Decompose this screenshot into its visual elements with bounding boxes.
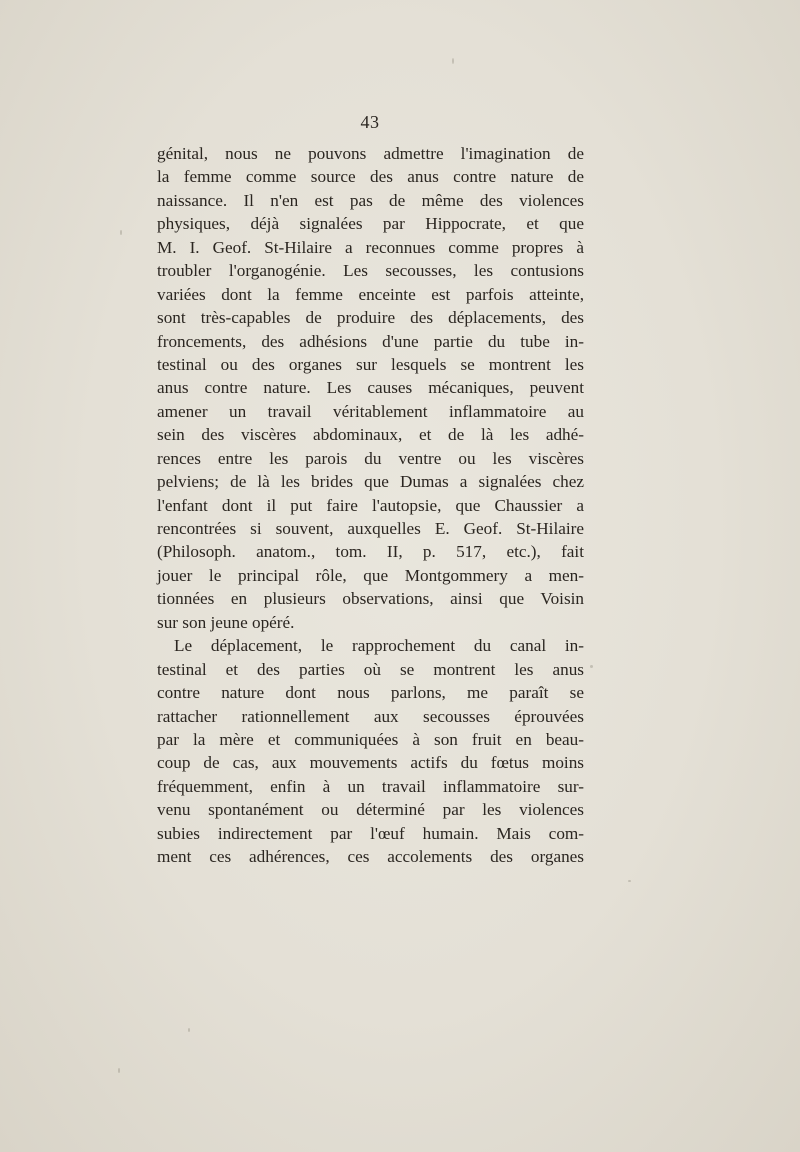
body-text	[157, 142, 584, 869]
text-line: physiques, déjà signalées par Hippocrate, et que	[157, 214, 584, 234]
paper-speck	[118, 1068, 120, 1073]
text-line: fréquemment, enfin à un travail inflammatoire sur-	[157, 776, 584, 796]
text-line: sont très-capables de produire des déplacements, des	[157, 308, 584, 328]
paper-speck	[120, 230, 122, 235]
text-line: rencontrées si souvent, auxquelles E. Geof. St-Hilaire	[157, 519, 584, 538]
text-line: sur son jeune opéré.	[157, 612, 295, 632]
text-line: par la mère et communiquées à son fruit en beau-	[157, 729, 584, 749]
text-line: amener un travail véritablement inflammatoire au	[157, 401, 584, 421]
text-line: ment ces adhérences, ces accolements des organes	[157, 847, 584, 867]
text-line: tionnées en plusieurs observations, ainsi que Voisin	[157, 589, 584, 609]
text-line: (Philosoph. anatom., tom. II, p. 517, etc.), fait	[157, 542, 584, 562]
text-line: la femme comme source des anus contre nature de	[157, 167, 584, 187]
text-line: rattacher rationnellement aux secousses éprouvées	[157, 706, 584, 726]
text-line: coup de cas, aux mouvements actifs du fœtus moins	[157, 753, 584, 773]
text-line: rences entre les parois du ventre ou les viscères	[157, 448, 584, 468]
text-line: anus contre nature. Les causes mécaniques, peuvent	[157, 378, 584, 398]
paper-speck	[590, 665, 593, 668]
text-line: froncements, des adhésions d'une partie du tube in-	[157, 331, 584, 351]
paper-speck	[188, 1028, 190, 1032]
text-line: testinal ou des organes sur lesquels se montrent les	[157, 354, 584, 374]
text-line: génital, nous ne pouvons admettre l'imagination de	[157, 144, 584, 163]
text-line: naissance. Il n'en est pas de même des violences	[157, 190, 584, 210]
paper-speck	[452, 58, 454, 64]
text-line: jouer le principal rôle, que Montgommery a men-	[157, 565, 584, 585]
text-line: contre nature dont nous parlons, me paraît se	[157, 683, 584, 703]
text-line: subies indirectement par l'œuf humain. Mais com-	[157, 823, 584, 843]
text-line: M. I. Geof. St-Hilaire a reconnues comme propres à	[157, 237, 584, 257]
text-line: pelviens; de là les brides que Dumas a signalées chez	[157, 472, 584, 492]
paper-speck	[628, 880, 631, 882]
text-line: venu spontanément ou déterminé par les violences	[157, 800, 584, 820]
text-line: testinal et des parties où se montrent les anus	[157, 659, 584, 679]
text-line: l'enfant dont il put faire l'autopsie, que Chaussier a	[157, 495, 584, 515]
text-line: sein des viscères abdominaux, et de là les adhé-	[157, 425, 584, 445]
page-number: 43	[360, 112, 380, 132]
text-line: troubler l'organogénie. Les secousses, les contusions	[157, 261, 584, 281]
text-line: variées dont la femme enceinte est parfois atteinte,	[157, 284, 584, 304]
text-line: Le déplacement, le rapprochement du canal in-	[174, 636, 584, 656]
